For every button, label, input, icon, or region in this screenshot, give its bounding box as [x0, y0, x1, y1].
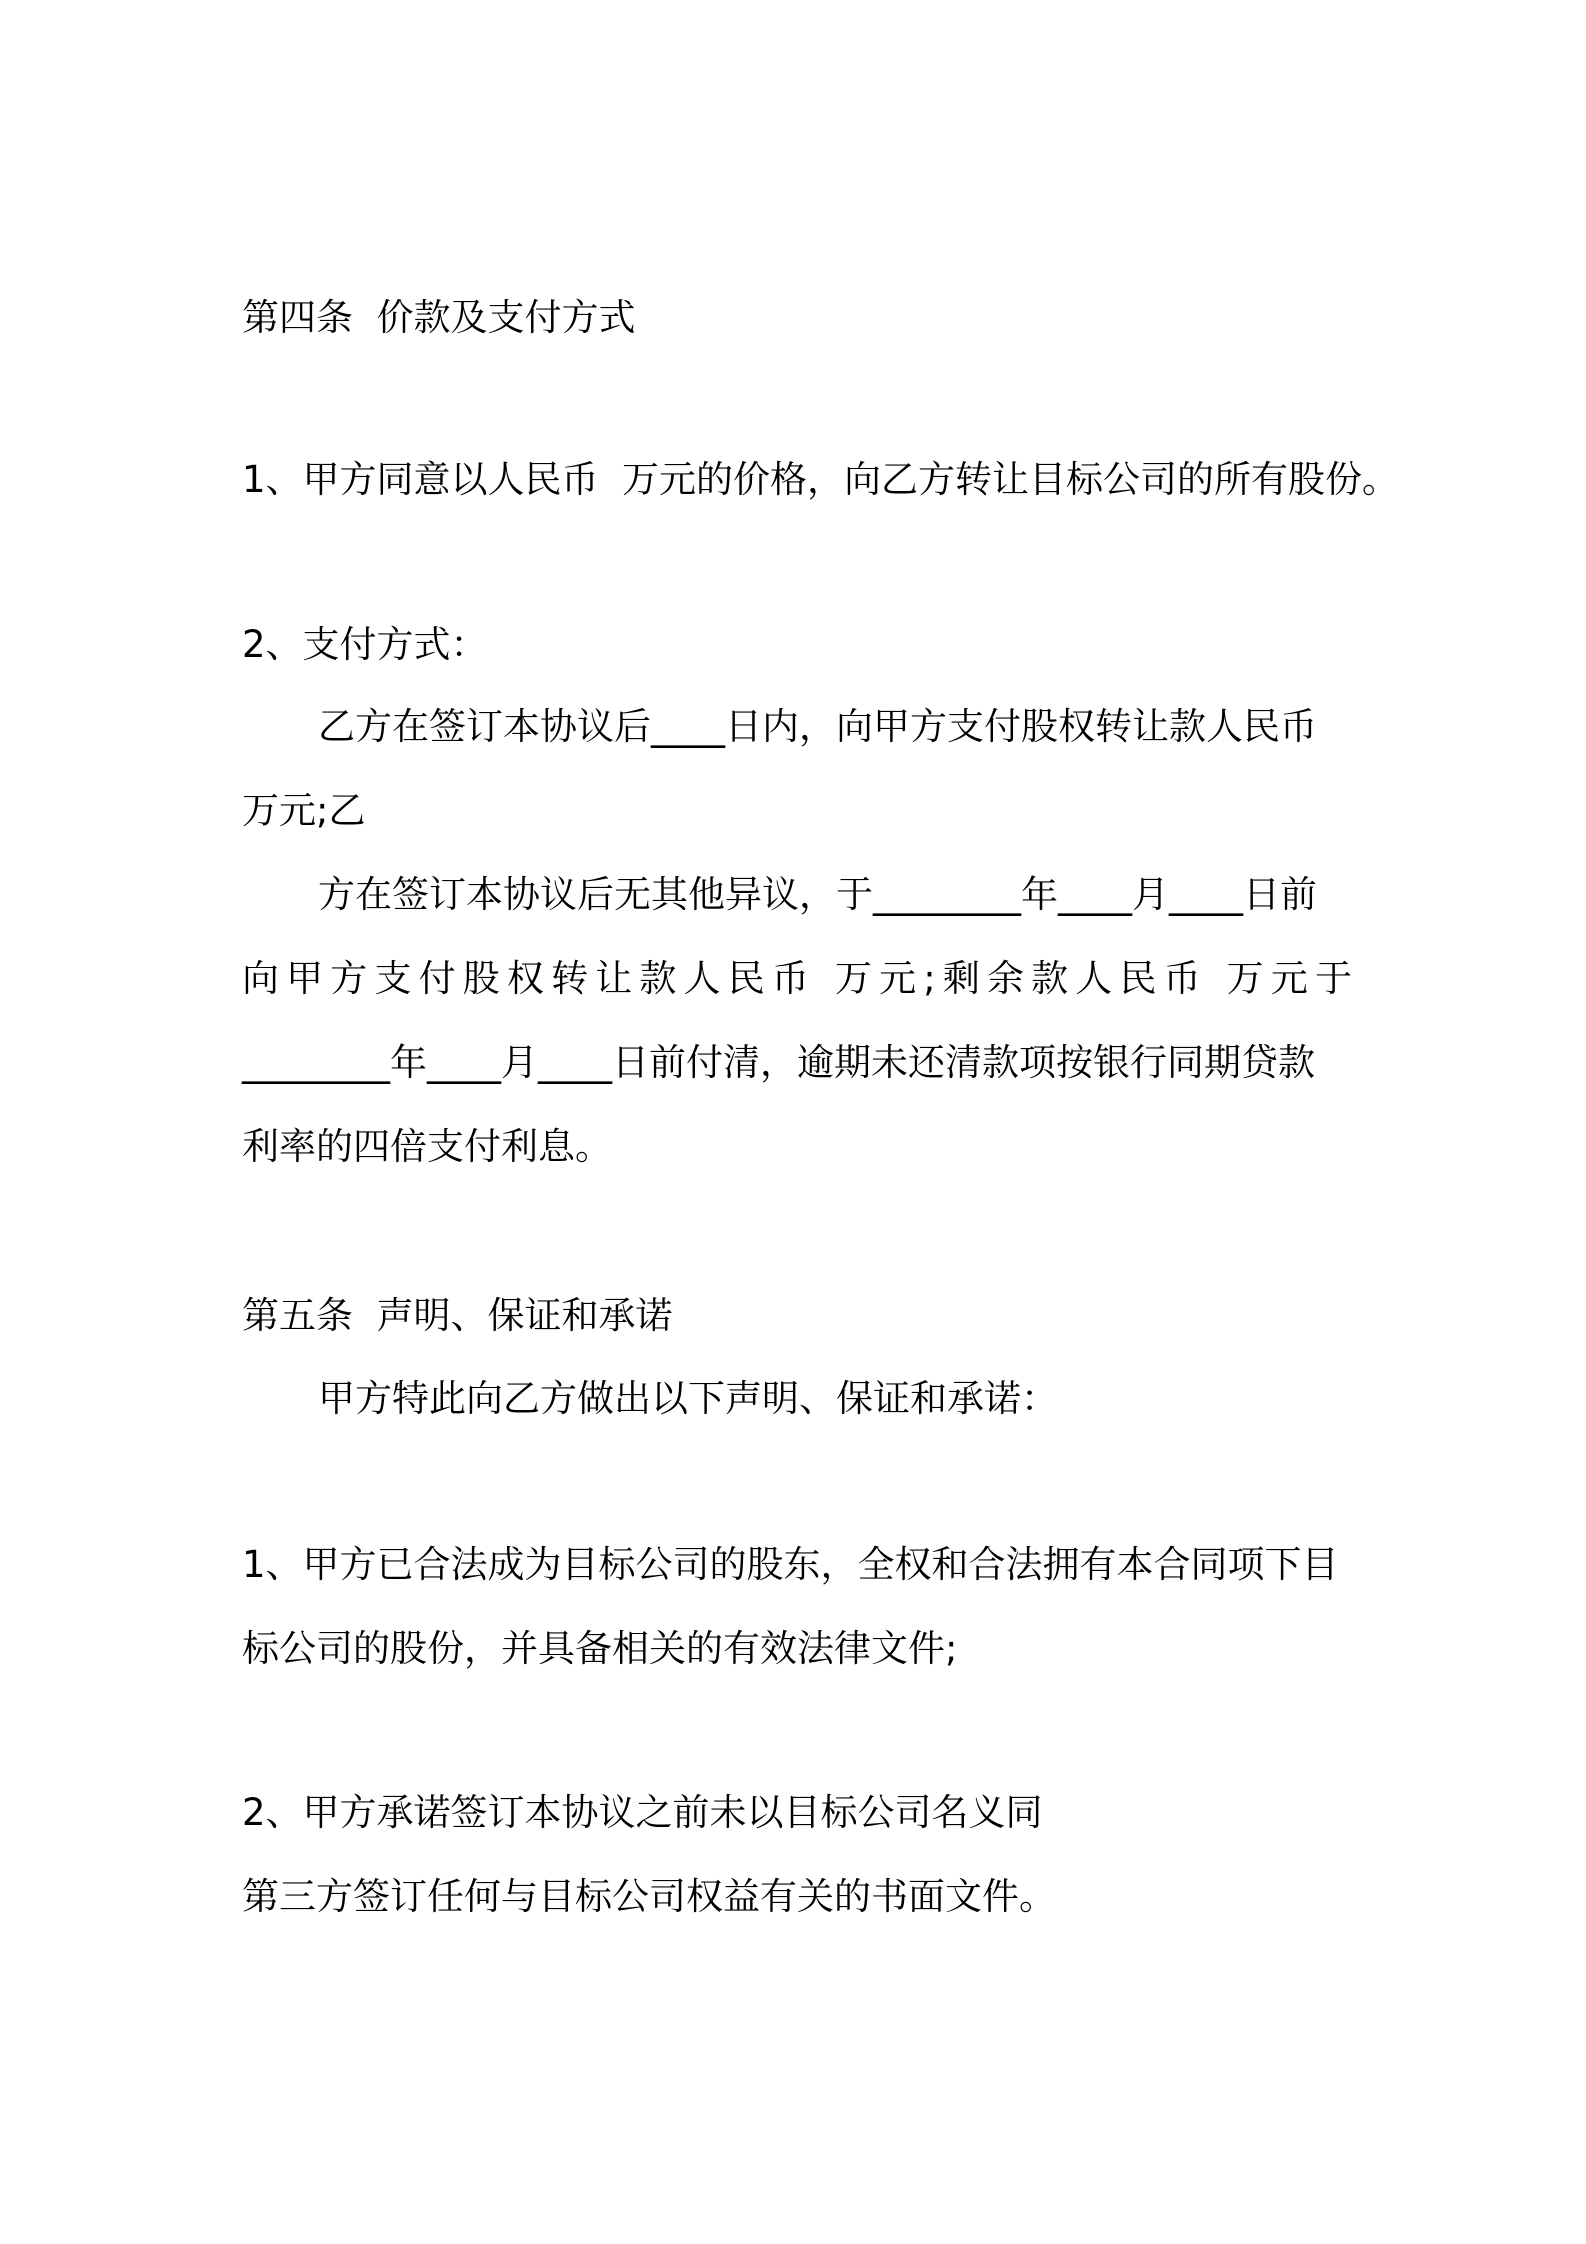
article-4-clause-2-line: 方在签订本协议后无其他异议，于________年____月____日前 [318, 873, 1317, 916]
article-5-clause-1-line: 1、甲方已合法成为目标公司的股东，全权和合法拥有本合同项下目 [242, 1543, 1339, 1586]
article-4-clause-2-line: 利率的四倍支付利息。 [242, 1125, 612, 1168]
article-4-clause-2-title: 2、支付方式： [242, 623, 488, 666]
article-4-clause-2-line: 万元;乙 [242, 789, 366, 832]
article-5-clause-1-line: 标公司的股份，并具备相关的有效法律文件; [242, 1627, 958, 1670]
article-5-clause-2-line: 2、甲方承诺签订本协议之前未以目标公司名义同 [242, 1791, 1043, 1834]
article-5-heading: 第五条 声明、保证和承诺 [242, 1294, 673, 1337]
article-4-clause-2-line: 乙方在签订本协议后____日内，向甲方支付股权转让款人民币 [318, 705, 1317, 748]
article-5-clause-2-line: 第三方签订任何与目标公司权益有关的书面文件。 [242, 1875, 1056, 1918]
article-4-clause-1: 1、甲方同意以人民币 万元的价格，向乙方转让目标公司的所有股份。 [242, 458, 1400, 501]
article-5-intro: 甲方特此向乙方做出以下声明、保证和承诺： [318, 1377, 1058, 1420]
article-4-clause-2-line: ________年____月____日前付清，逾期未还清款项按银行同期贷款 [242, 1041, 1315, 1084]
article-4-heading: 第四条 价款及支付方式 [242, 296, 636, 339]
article-4-clause-2-line: 向甲方支付股权转让款人民币 万元;剩余款人民币 万元于 [242, 957, 1352, 1000]
